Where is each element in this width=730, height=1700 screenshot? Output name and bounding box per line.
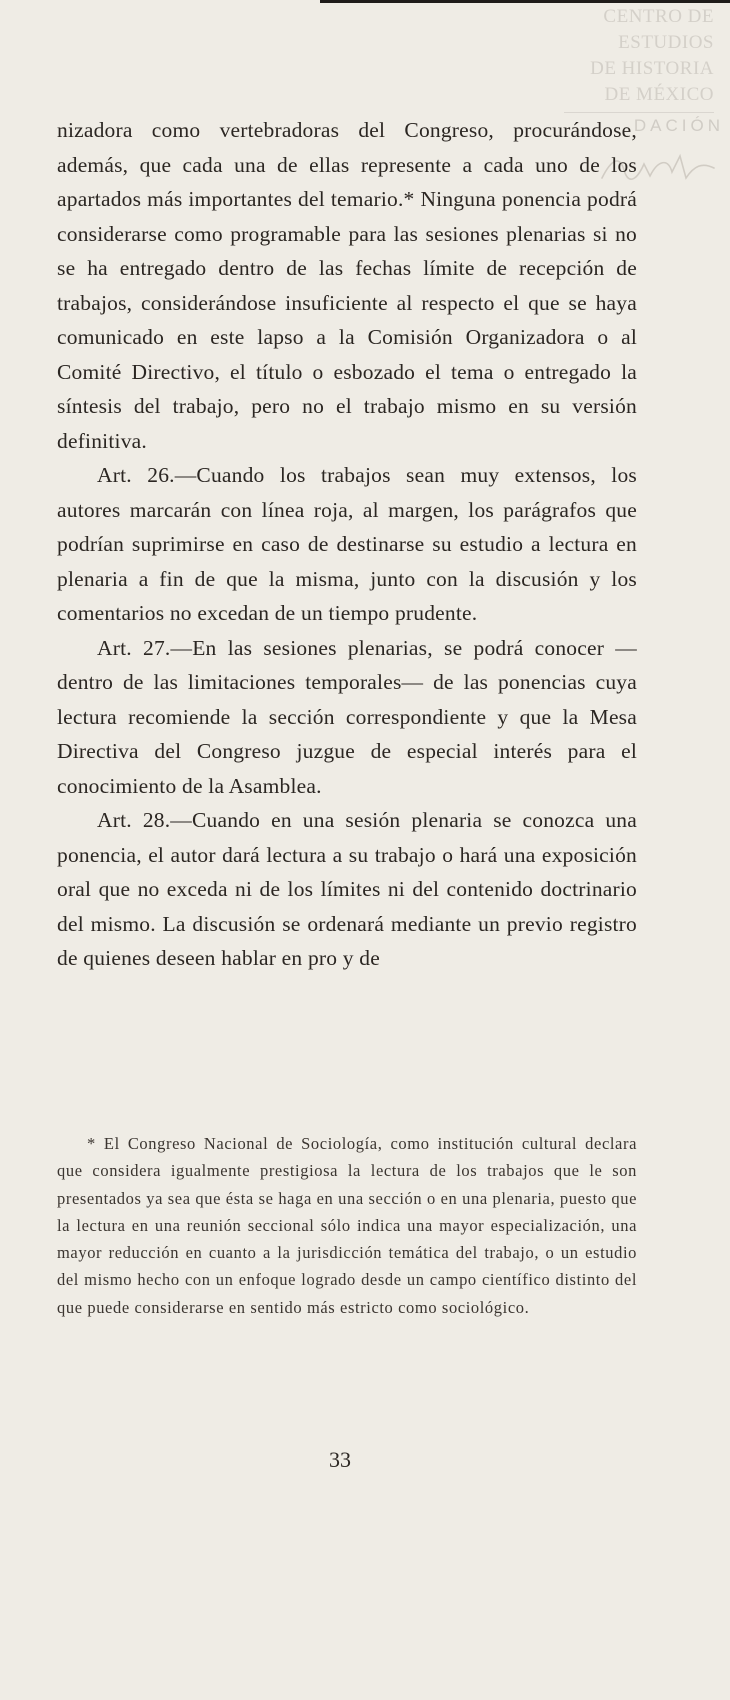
archive-watermark [534, 4, 714, 108]
watermark-line-3: DE HISTORIA [590, 58, 714, 79]
paragraph-continuation: nizadora como vertebradoras del Congreso, procurándose, además, que cada una de ellas represente a cada uno de los apartados más importantes del temario.* Ninguna ponencia podrá considerarse como programable para las sesiones plenarias si no se ha entregado dentro de las fechas límite de recepción de trabajos, considerándose insuficiente al respecto el que se haya comunicado en este lapso a la Comisión Organizadora o al Comité Directivo, el título o esbozado el tema o entregado la síntesis del trabajo, pero no el trabajo mismo en su versión definitiva. [57, 118, 637, 453]
watermark-line-4: DE MÉXICO [604, 84, 714, 105]
paragraph-art-26: Art. 26.—Cuando los trabajos sean muy extensos, los autores marcarán con línea roja, al margen, los parágrafos que podrían suprimirse en caso de destinarse su estudio a lectura en plenaria a fin de que la misma, junto con la discusión y los comentarios no excedan de un tiempo prudente. [57, 463, 637, 625]
top-rule [320, 0, 730, 3]
watermark-extra: DACIÓN [633, 116, 724, 135]
watermark-line-1: CENTRO DE [603, 6, 714, 27]
main-text [57, 113, 637, 976]
page-number: 33 [329, 1447, 351, 1472]
footnote-text: * El Congreso Nacional de Sociología, como institución cultural declara que considera igualmente prestigiosa la lectura de los trabajos que le son presentados ya sea que ésta se haga en una sección o en una plenaria, puesto que la lectura en una reunión seccional sólo indica una mayor especialización, una mayor reducción en cuanto a la jurisdicción temática del trabajo, o un estudio del mismo hecho con un enfoque logrado desde un campo científico distinto del que puede considerarse en sentido más estricto como sociológico. [57, 1134, 637, 1317]
paragraph-art-28: Art. 28.—Cuando en una sesión plenaria se conozca una ponencia, el autor dará lectura a su trabajo o hará una exposición oral que no exceda ni de los límites ni del contenido doctrinario del mismo. La discusión se ordenará mediante un previo registro de quienes deseen hablar en pro y de [57, 808, 637, 970]
paragraph-art-27: Art. 27.—En las sesiones plenarias, se podrá conocer —dentro de las limitaciones temporales— de las ponencias cuya lectura recomiende la sección correspondiente y que la Mesa Directiva del Congreso juzgue de especial interés para el conocimiento de la Asamblea. [57, 635, 637, 798]
footnote [57, 1130, 637, 1321]
watermark-line-2: ESTUDIOS [618, 32, 714, 53]
